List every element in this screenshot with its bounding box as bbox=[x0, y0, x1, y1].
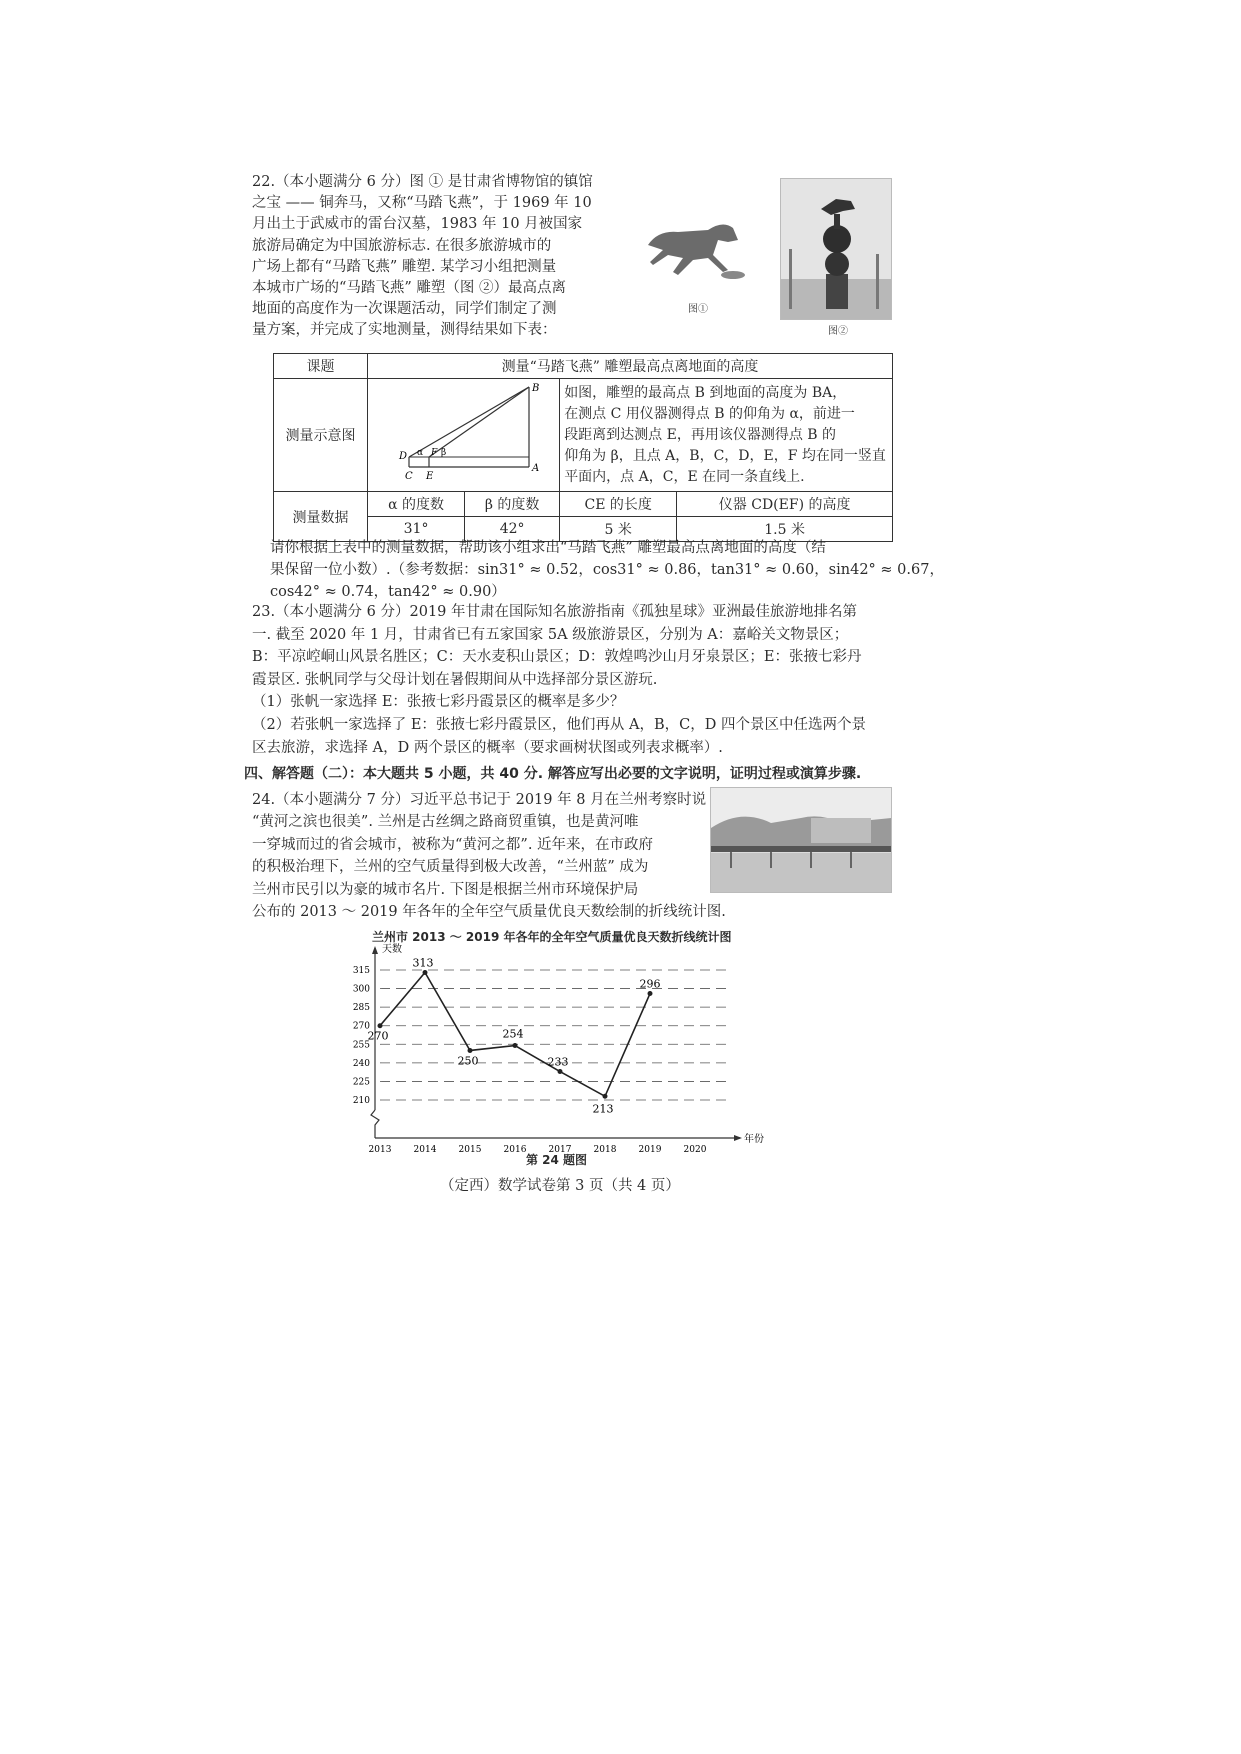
data-label: 270 bbox=[367, 1029, 389, 1043]
text-line: 量方案，并完成了实地测量，测得结果如下表： bbox=[252, 322, 557, 339]
diagram-point-A: A bbox=[531, 463, 539, 474]
data-label: 213 bbox=[592, 1102, 614, 1116]
diagram-point-F: F bbox=[430, 448, 437, 458]
x-tick-label: 2017 bbox=[548, 1145, 572, 1155]
y-tick-label: 285 bbox=[352, 1003, 370, 1014]
description-line: 如图，雕塑的最高点 B 到地面的高度为 BA， bbox=[564, 384, 847, 401]
data-point bbox=[468, 1048, 473, 1053]
x-tick-label: 2018 bbox=[593, 1145, 617, 1155]
text-line: 之宝 —— 铜奔马，又称“马踏飞燕”，于 1969 年 10 bbox=[252, 195, 592, 212]
diagram-point-E: E bbox=[425, 471, 433, 482]
y-tick-label: 300 bbox=[352, 984, 370, 995]
value-ce: 5 米 bbox=[560, 517, 677, 542]
text-line: 霞景区. 张帆同学与父母计划在暑假期间从中选择部分景区游玩. bbox=[252, 671, 658, 688]
text-line: 区去旅游，求选择 A，D 两个景区的概率（要求画树状图或列表求概率）. bbox=[252, 739, 723, 756]
diagram-point-C: C bbox=[404, 471, 413, 482]
text-line: （2）若张帆一家选择了 E：张掖七彩丹霞景区，他们再从 A，B，C，D 四个景区中任选两个景 bbox=[252, 717, 866, 733]
value-alpha: 31° bbox=[368, 517, 465, 542]
data-point bbox=[378, 1023, 383, 1028]
data-label: 254 bbox=[502, 1027, 524, 1041]
data-label: 233 bbox=[547, 1055, 569, 1069]
y-tick-label: 255 bbox=[352, 1040, 370, 1051]
y-axis-label: 天数 bbox=[382, 944, 402, 955]
text-line: “黄河之滨也很美”. 兰州是古丝绸之路商贸重镇，也是黄河唯 bbox=[252, 814, 639, 831]
data-point bbox=[513, 1043, 518, 1048]
x-tick-label: 2014 bbox=[413, 1145, 437, 1155]
header-ce: CE 的长度 bbox=[560, 492, 677, 517]
axis-break bbox=[371, 1110, 379, 1138]
x-tick-label: 2019 bbox=[638, 1145, 662, 1155]
figure-24-caption: 第 24 题图 bbox=[526, 1153, 588, 1167]
header-alpha: α 的度数 bbox=[368, 492, 465, 517]
y-tick-label: 315 bbox=[352, 966, 370, 976]
line-chart bbox=[340, 940, 764, 1155]
header-beta: β 的度数 bbox=[465, 492, 560, 517]
value-cd: 1.5 米 bbox=[677, 517, 893, 542]
data-point bbox=[558, 1069, 563, 1074]
text-line: 一穿城而过的省会城市，被称为“黄河之都”. 近年来，在市政府 bbox=[252, 836, 654, 853]
text-line: 月出土于武威市的雷台汉墓，1983 年 10 月被国家 bbox=[252, 216, 583, 233]
description-line: 在测点 C 用仪器测得点 B 的仰角为 α，前进一 bbox=[564, 405, 855, 422]
figure-2-caption: 图② bbox=[828, 326, 848, 337]
y-tick-label: 210 bbox=[352, 1096, 370, 1106]
text-line: 旅游局确定为中国旅游标志. 在很多旅游城市的 bbox=[252, 237, 552, 254]
text-line: 广场上都有“马踏飞燕” 雕塑. 某学习小组把测量 bbox=[252, 258, 557, 275]
data-point bbox=[603, 1094, 608, 1099]
y-tick-label: 240 bbox=[352, 1058, 370, 1069]
text-line: 果保留一位小数）.（参考数据：sin31° ≈ 0.52，cos31° ≈ 0.86，tan31° ≈ 0.60，sin42° ≈ 0.67， bbox=[270, 562, 944, 578]
y-tick-label: 225 bbox=[352, 1077, 370, 1088]
section-4-heading: 四、解答题（二）：本大题共 5 小题，共 40 分. 解答应写出必要的文字说明，证明过程或演算步骤. bbox=[244, 766, 862, 782]
x-tick-label: 2015 bbox=[458, 1145, 482, 1155]
diagram-label: 测量示意图 bbox=[274, 379, 368, 492]
diagram-point-B: B bbox=[531, 383, 539, 394]
description-line: 段距离到达测点 E，再用该仪器测得点 B 的 bbox=[564, 426, 837, 443]
data-point bbox=[423, 970, 428, 975]
text-line: 地面的高度作为一次课题活动，同学们制定了测 bbox=[252, 301, 557, 318]
y-tick-label: 270 bbox=[352, 1021, 370, 1032]
data-label: 250 bbox=[457, 1054, 479, 1068]
text-line: cos42° ≈ 0.74，tan42° ≈ 0.90） bbox=[270, 584, 506, 600]
text-line: B：平凉崆峒山风景名胜区；C：天水麦积山景区；D：敦煌鸣沙山月牙泉景区；E：张掖七彩丹 bbox=[252, 649, 862, 666]
data-label: 测量数据 bbox=[274, 492, 368, 542]
description-line: 平面内，点 A，C，E 在同一条直线上. bbox=[564, 468, 805, 485]
diagram-description bbox=[560, 379, 893, 492]
data-point bbox=[648, 991, 653, 996]
x-axis-arrow bbox=[734, 1135, 742, 1141]
y-axis-arrow bbox=[372, 946, 378, 954]
text-line: 本城市广场的“马踏飞燕” 雕塑（图 ②）最高点离 bbox=[252, 280, 567, 296]
diagram-point-D: D bbox=[398, 451, 407, 462]
text-line: 24.（本小题满分 7 分）习近平总书记于 2019 年 8 月在兰州考察时说 bbox=[252, 792, 707, 808]
figure-2-statue-photo bbox=[780, 178, 892, 320]
text-line: 公布的 2013 ～ 2019 年各年的全年空气质量优良天数绘制的折线统计图. bbox=[252, 904, 726, 920]
text-line: 一. 截至 2020 年 1 月，甘肃省已有五家国家 5A 级旅游景区，分别为 A：嘉峪关文物景区； bbox=[252, 626, 849, 643]
x-tick-label: 2020 bbox=[683, 1145, 707, 1155]
x-tick-label: 2016 bbox=[503, 1145, 527, 1155]
topic-label: 课题 bbox=[274, 354, 368, 379]
value-beta: 42° bbox=[465, 517, 560, 542]
figure-1-bronze-horse bbox=[638, 200, 758, 290]
data-label: 313 bbox=[412, 956, 434, 970]
text-line: 22.（本小题满分 6 分）图 ① 是甘肃省博物馆的镇馆 bbox=[252, 174, 593, 190]
figure-1-caption: 图① bbox=[688, 304, 708, 315]
chart-title: 兰州市 2013 ～ 2019 年各年的全年空气质量优良天数折线统计图 bbox=[372, 930, 732, 944]
text-line: （1）张帆一家选择 E：张掖七彩丹霞景区的概率是多少？ bbox=[252, 694, 625, 711]
description-line: 仰角为 β，且点 A，B，C，D，E，F 均在同一竖直 bbox=[564, 447, 886, 464]
x-axis-label: 年份 bbox=[744, 1134, 764, 1145]
page-footer: （定西）数学试卷第 3 页（共 4 页） bbox=[440, 1178, 680, 1194]
text-line: 的积极治理下，兰州的空气质量得到极大改善，“兰州蓝” 成为 bbox=[252, 859, 649, 876]
measurement-diagram bbox=[369, 379, 559, 487]
measurement-table bbox=[273, 353, 893, 542]
text-line: 兰州市民引以为豪的城市名片. 下图是根据兰州市环境保护局 bbox=[252, 881, 639, 898]
data-label: 296 bbox=[639, 977, 661, 991]
x-tick-label: 2013 bbox=[368, 1145, 392, 1155]
header-cd: 仪器 CD(EF) 的高度 bbox=[677, 492, 893, 517]
text-line: 23.（本小题满分 6 分）2019 年甘肃在国际知名旅游指南《孤独星球》亚洲最佳旅游地排名第 bbox=[252, 604, 858, 620]
diagram-cell bbox=[368, 379, 560, 492]
topic-value: 测量“马踏飞燕” 雕塑最高点离地面的高度 bbox=[368, 354, 893, 379]
text-line: 请你根据上表中的测量数据，帮助该小组求出“马踏飞燕” 雕塑最高点离地面的高度（结 bbox=[270, 540, 826, 556]
diagram-angle-alpha: α bbox=[416, 448, 423, 458]
diagram-angle-beta: β bbox=[440, 448, 446, 458]
lanzhou-bridge-photo bbox=[710, 787, 892, 893]
